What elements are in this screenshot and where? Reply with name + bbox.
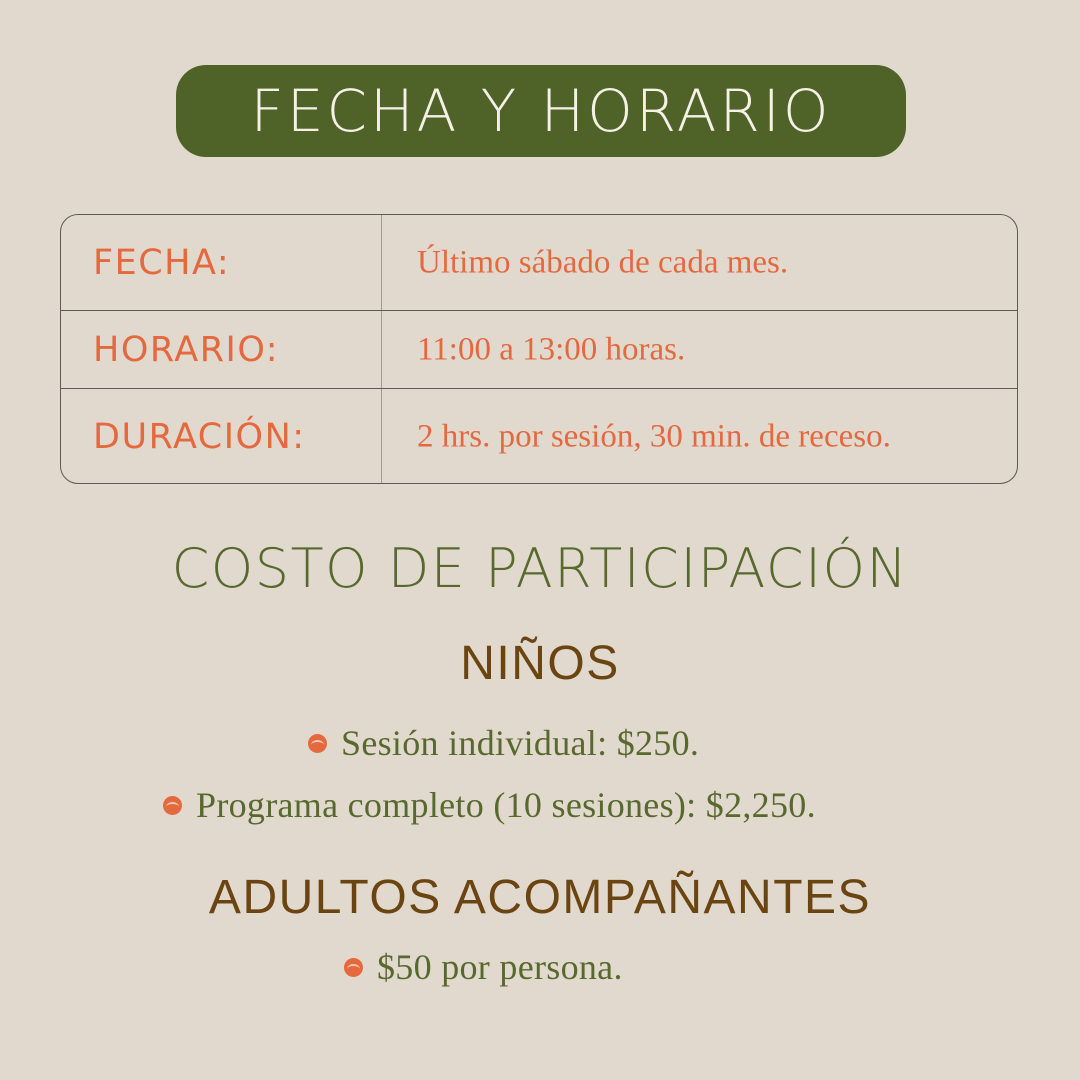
table-row <box>61 311 1017 389</box>
date-value: Último sábado de cada mes. <box>417 244 789 280</box>
title-banner <box>176 65 906 157</box>
list-item <box>163 784 816 826</box>
table-row <box>61 215 1017 311</box>
page-title: FECHA Y HORARIO <box>250 77 832 145</box>
time-label: HORARIO: <box>93 329 280 370</box>
table-row <box>61 389 1017 484</box>
duration-value: 2 hrs. por sesión, 30 min. de receso. <box>417 418 891 455</box>
list-item <box>308 722 699 764</box>
children-price-single: Sesión individual: $250. <box>341 723 700 763</box>
children-price-program: Programa completo (10 sesiones): $2,250. <box>196 785 816 825</box>
list-item <box>344 946 623 988</box>
duration-label: DURACIÓN: <box>93 417 306 457</box>
adults-price: $50 por persona. <box>377 947 623 987</box>
bullet-icon <box>308 734 327 753</box>
children-heading: NIÑOS <box>460 637 620 690</box>
adults-heading: ADULTOS ACOMPAÑANTES <box>208 871 872 924</box>
date-label: FECHA: <box>93 242 231 283</box>
schedule-table <box>60 214 1018 484</box>
time-value: 11:00 a 13:00 horas. <box>417 331 686 367</box>
bullet-icon <box>163 796 182 815</box>
cost-section-title: COSTO DE PARTICIPACIÓN <box>171 537 909 600</box>
bullet-icon <box>344 958 363 977</box>
